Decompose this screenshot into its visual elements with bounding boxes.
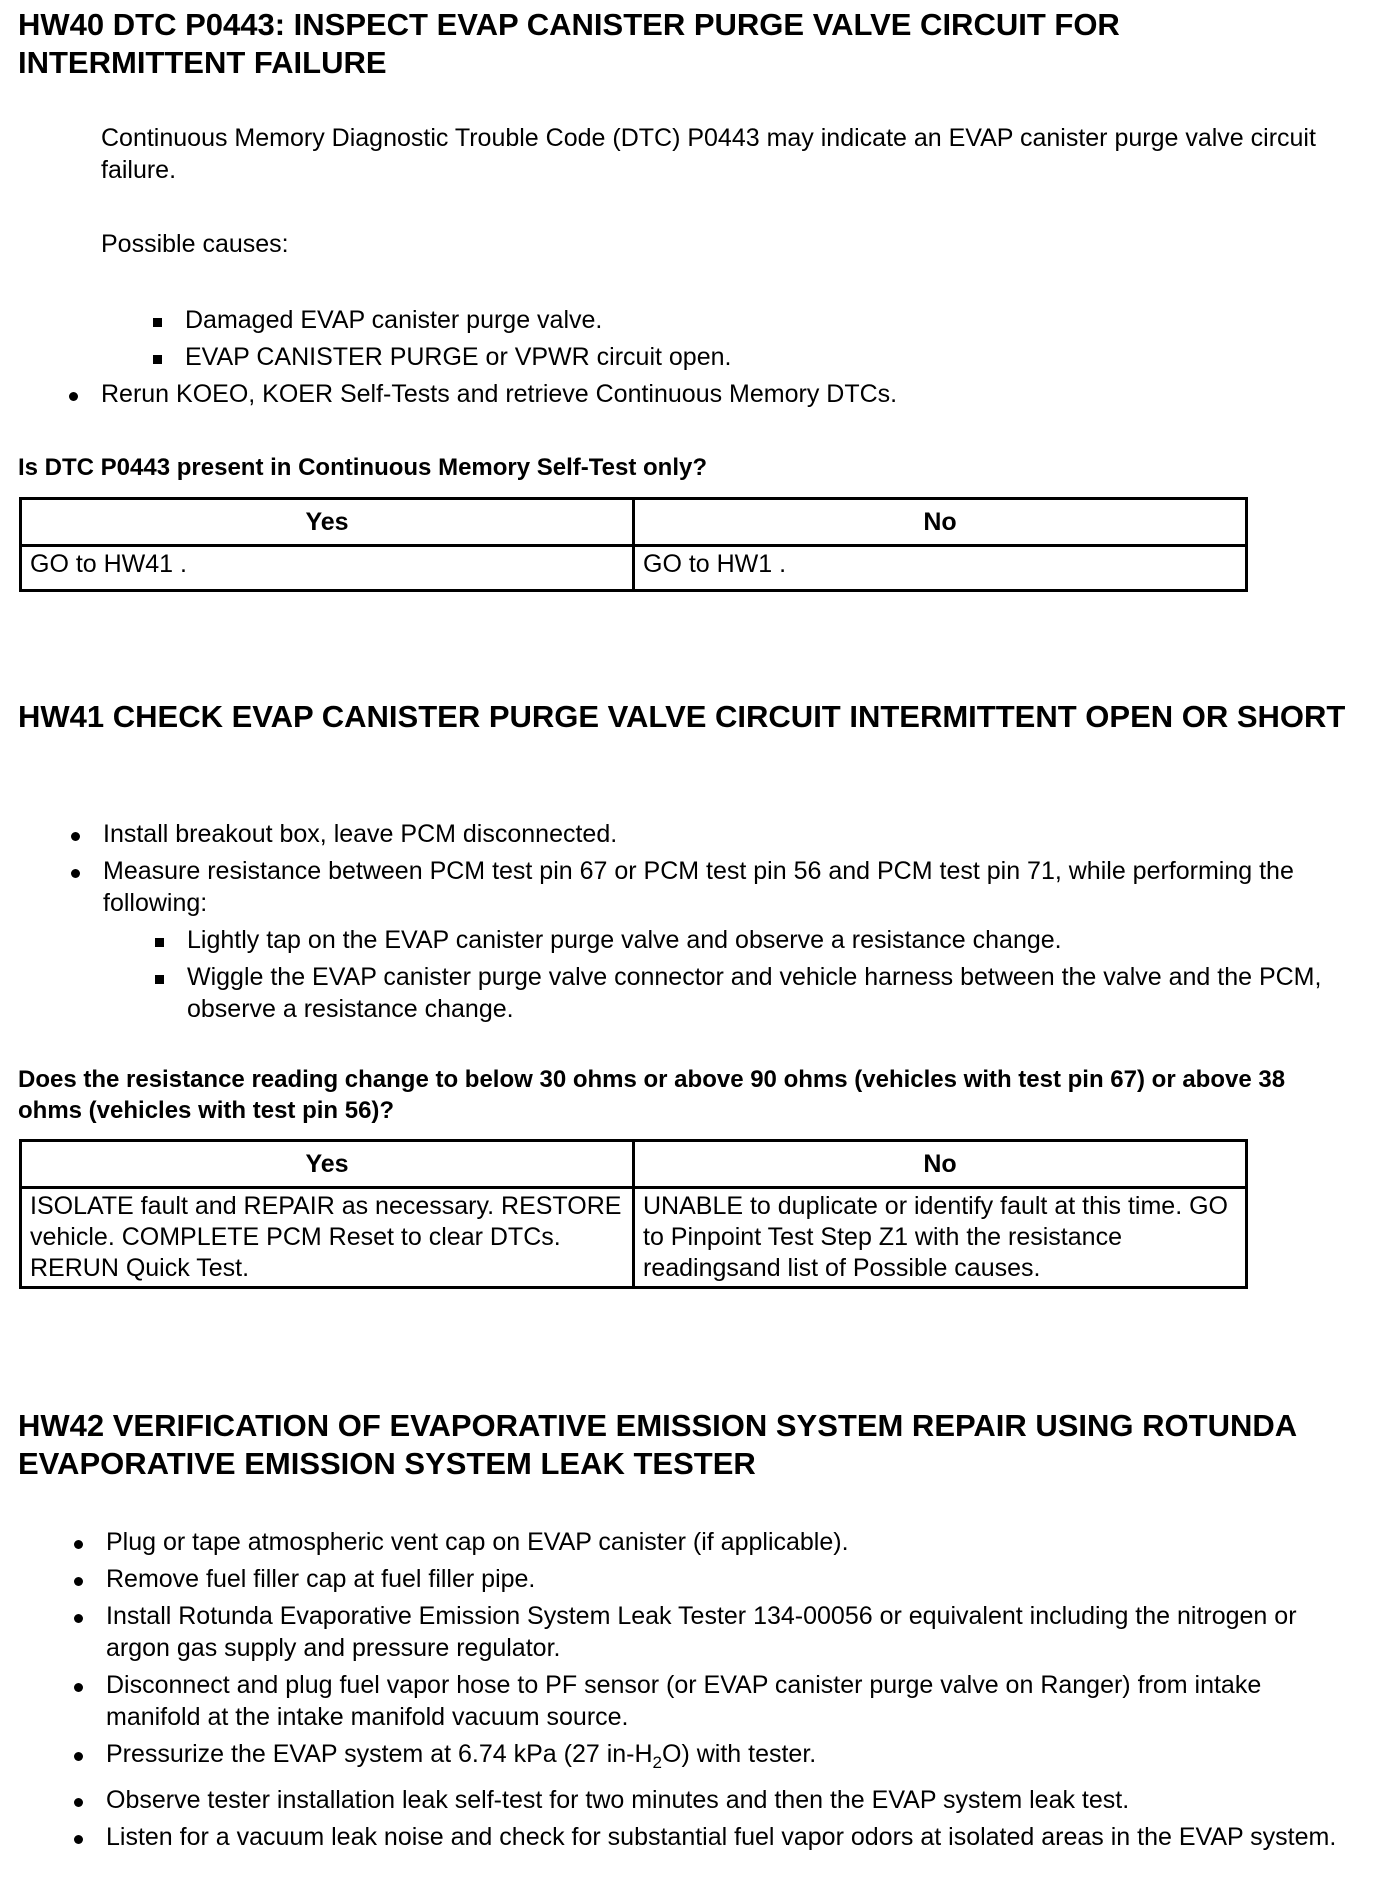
hw41-heading: HW41 CHECK EVAP CANISTER PURGE VALVE CIRCUIT INTERMITTENT OPEN OR SHORT xyxy=(18,699,1346,734)
square-bullet-icon xyxy=(153,355,162,364)
yes-action-cell: ISOLATE fault and REPAIR as necessary. RESTORE vehicle. COMPLETE PCM Reset to clear DTCs. RERUN Quick Test. xyxy=(21,1188,634,1288)
list-item: Install breakout box, leave PCM disconnected. xyxy=(103,818,1333,850)
hw42-heading: HW42 VERIFICATION OF EVAPORATIVE EMISSION SYSTEM REPAIR USING ROTUNDA EVAPORATIVE EMISSION SYSTEM LEAK TESTER xyxy=(18,1408,1296,1481)
list-item: Wiggle the EVAP canister purge valve connector and vehicle harness between the valve and the PCM, observe a resistance change. xyxy=(187,961,1337,1025)
hw40-decision-table xyxy=(19,497,1248,592)
bullet-icon xyxy=(74,1540,83,1549)
list-item: Listen for a vacuum leak noise and check for substantial fuel vapor odors at isolated areas in the EVAP system. xyxy=(106,1821,1346,1853)
hw41-steps-list xyxy=(103,818,1333,919)
square-bullet-icon xyxy=(155,938,164,947)
hw41-substeps-list xyxy=(187,924,1337,1025)
yes-header: Yes xyxy=(21,499,634,546)
bullet-icon xyxy=(74,1752,83,1761)
bullet-icon xyxy=(74,1798,83,1807)
bullet-icon xyxy=(69,392,78,401)
list-item: Damaged EVAP canister purge valve. xyxy=(185,304,1285,336)
hw40-steps-list xyxy=(101,378,1301,410)
yes-header: Yes xyxy=(21,1141,634,1188)
list-item: Install Rotunda Evaporative Emission System Leak Tester 134-00056 or equivalent including the nitrogen or argon gas supply and pressure regulator. xyxy=(106,1600,1346,1664)
bullet-icon xyxy=(74,1683,83,1692)
hw42-steps-list xyxy=(106,1526,1346,1853)
hw40-causes-list xyxy=(185,304,1285,373)
list-item: Observe tester installation leak self-test for two minutes and then the EVAP system leak test. xyxy=(106,1784,1346,1816)
bullet-icon xyxy=(74,1577,83,1586)
list-item: Rerun KOEO, KOER Self-Tests and retrieve Continuous Memory DTCs. xyxy=(101,378,1301,410)
list-item: Measure resistance between PCM test pin 67 or PCM test pin 56 and PCM test pin 71, while performing the following: xyxy=(103,855,1333,919)
bullet-icon xyxy=(71,832,80,841)
list-item: Pressurize the EVAP system at 6.74 kPa (27 $in-H_2O$) with tester. xyxy=(106,1738,1346,1779)
bullet-icon xyxy=(71,869,80,878)
list-item: Remove fuel filler cap at fuel filler pipe. xyxy=(106,1563,1346,1595)
no-action-cell: UNABLE to duplicate or identify fault at this time. GO to Pinpoint Test Step Z1 with the resistance readingsand list of Possible causes. xyxy=(634,1188,1247,1288)
square-bullet-icon xyxy=(155,975,164,984)
list-item: Plug or tape atmospheric vent cap on EVAP canister (if applicable). xyxy=(106,1526,1346,1558)
list-item: Disconnect and plug fuel vapor hose to PF sensor (or EVAP canister purge valve on Ranger) from intake manifold at the intake manifold vacuum source. xyxy=(106,1669,1346,1733)
bullet-icon xyxy=(74,1835,83,1844)
yes-action-cell: GO to HW41 . xyxy=(21,546,634,591)
list-item: Lightly tap on the EVAP canister purge valve and observe a resistance change. xyxy=(187,924,1337,956)
square-bullet-icon xyxy=(153,318,162,327)
hw40-heading: HW40 DTC P0443: INSPECT EVAP CANISTER PURGE VALVE CIRCUIT FOR INTERMITTENT FAILURE xyxy=(18,7,1120,80)
hw41-question: Does the resistance reading change to below 30 ohms or above 90 ohms (vehicles with test pin 67) or above 38 ohms (vehicles with test pin 56)? xyxy=(18,1066,1286,1124)
hw41-decision-table xyxy=(19,1139,1248,1289)
hw40-question: Is DTC P0443 present in Continuous Memory Self-Test only? xyxy=(18,454,708,481)
hw40-possible-causes-label: Possible causes: xyxy=(101,230,289,258)
list-item: EVAP CANISTER PURGE or VPWR circuit open. xyxy=(185,341,1285,373)
hw40-intro: Continuous Memory Diagnostic Trouble Code (DTC) P0443 may indicate an EVAP canister purge valve circuit failure. xyxy=(101,124,1316,184)
bullet-icon xyxy=(74,1614,83,1623)
no-header: No xyxy=(634,499,1247,546)
no-header: No xyxy=(634,1141,1247,1188)
no-action-cell: GO to HW1 . xyxy=(634,546,1247,591)
